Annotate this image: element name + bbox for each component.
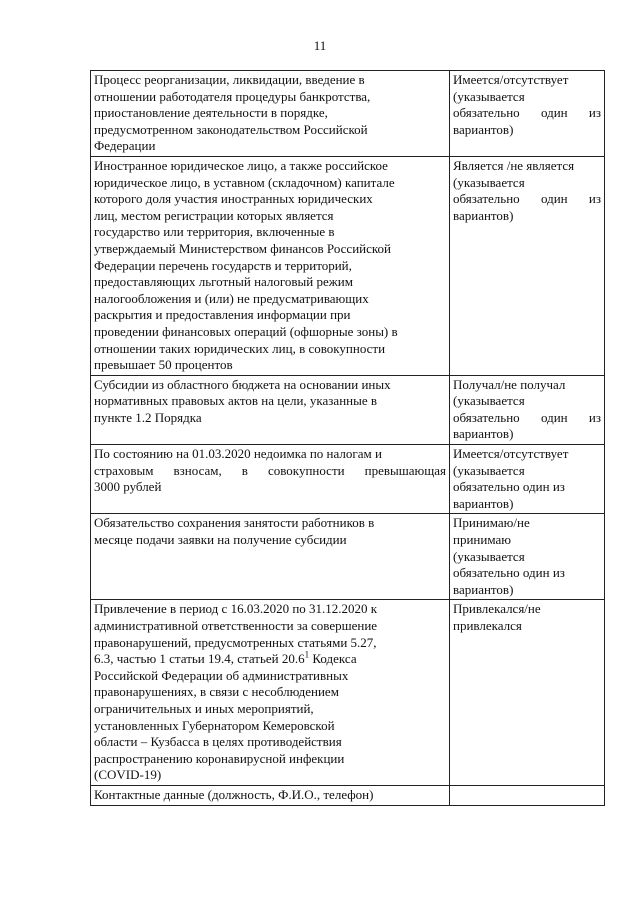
question-line: раскрытия и предоставления информации при [94, 307, 351, 323]
table-row [91, 445, 605, 514]
question-cell [91, 375, 450, 444]
answer-line: принимаю [453, 532, 511, 548]
footnote-marker: 1 [304, 649, 310, 660]
question-line: страховым взносам, в совокупности превышающая [94, 462, 446, 478]
answer-cell [450, 71, 605, 157]
question-line: По состоянию на 01.03.2020 недоимка по налогам и [94, 446, 382, 462]
answer-cell [450, 445, 605, 514]
question-line: предоставляющих льготный налоговый режим [94, 274, 353, 290]
table-row [91, 375, 605, 444]
answer-line: (указывается [453, 393, 525, 409]
question-line: Иностранное юридическое лицо, а также российское [94, 157, 388, 173]
question-line: отношении работодателя процедуры банкротства, [94, 88, 371, 104]
question-line: лиц, местом регистрации которых является [94, 207, 334, 223]
question-line: области – Кузбасса в целях противодействия [94, 734, 342, 750]
question-line: нормативных правовых актов на цели, указанные в [94, 393, 378, 409]
question-line: распространению коронавирусной инфекции [94, 750, 345, 766]
answer-line: (указывается [453, 174, 525, 190]
page-number: 11 [313, 38, 327, 53]
question-line: Федерации [94, 138, 156, 154]
question-line: ограничительных и иных мероприятий, [94, 700, 314, 716]
question-line: превышает 50 процентов [94, 357, 233, 373]
application-form-table [90, 70, 605, 806]
question-line: Контактные данные (должность, Ф.И.О., телефон) [94, 786, 374, 802]
question-line: установленных Губернатором Кемеровской [94, 717, 335, 733]
question-line: Субсидии из областного бюджета на основании иных [94, 376, 391, 392]
answer-line: Является /не является [453, 157, 575, 173]
question-line: (COVID-19) [94, 767, 162, 783]
answer-line: обязательно один из [453, 565, 565, 581]
table-row [91, 600, 605, 786]
question-line: отношении таких юридических лиц, в совокупности [94, 340, 386, 356]
code-reference: Кодекса [309, 651, 357, 667]
answer-line: привлекался [453, 618, 522, 633]
answer-line: вариантов) [453, 495, 514, 511]
question-line: юридическое лицо, в уставном (складочном) капитале [94, 174, 395, 190]
answer-cell [450, 600, 605, 786]
table-row [91, 514, 605, 600]
question-line: Российской Федерации об административных [94, 667, 349, 683]
table-row [91, 71, 605, 157]
answer-cell [450, 156, 605, 375]
question-cell [91, 156, 450, 375]
answer-line: обязательно один из [453, 409, 601, 425]
answer-line: (указывается [453, 88, 525, 104]
answer-cell-empty[interactable] [450, 785, 605, 805]
question-cell [91, 600, 450, 786]
answer-line: вариантов) [453, 426, 514, 442]
answer-line: обязательно один из [453, 191, 601, 207]
article-reference: 6.3, частью 1 статьи 19.4, статьей 20.6 [94, 651, 305, 667]
question-cell [91, 71, 450, 157]
empty-answer-space [453, 787, 601, 803]
question-line: правонарушений, предусмотренных статьями 5.27, [94, 634, 377, 650]
question-line: утверждаемый Министерством финансов Российской [94, 240, 391, 256]
answer-line: Имеется/отсутствует [453, 72, 569, 87]
answer-line: Имеется/отсутствует [453, 446, 569, 462]
answer-line: вариантов) [453, 581, 514, 597]
answer-line: вариантов) [453, 207, 514, 223]
answer-line: Принимаю/не [453, 515, 530, 531]
question-line: проведении финансовых операций (офшорные зоны) в [94, 323, 398, 339]
answer-line: Привлекался/не [453, 601, 541, 617]
question-line: Процесс реорганизации, ликвидации, введение в [94, 72, 365, 87]
question-line: правонарушениях, в связи с несоблюдением [94, 684, 339, 700]
question-line: предусмотренном законодательством Российской [94, 121, 368, 137]
question-line: Федерации перечень государств и территорий, [94, 257, 352, 273]
question-cell [91, 514, 450, 600]
question-line: 3000 рублей [94, 479, 162, 495]
answer-line: (указывается [453, 462, 525, 478]
question-line: которого доля участия иностранных юридических [94, 191, 373, 207]
question-line: административной ответственности за совершение [94, 618, 378, 633]
question-line: пункте 1.2 Порядка [94, 409, 202, 425]
question-cell [91, 785, 450, 805]
question-line: приостановление деятельности в порядке, [94, 105, 328, 121]
answer-line: вариантов) [453, 121, 514, 137]
question-cell [91, 445, 450, 514]
question-line: месяце подачи заявки на получение субсидии [94, 532, 347, 548]
answer-cell [450, 514, 605, 600]
question-line: государство или территория, включенные в [94, 224, 335, 240]
question-line [94, 651, 446, 668]
question-line: налогообложения и (или) не предусматривающих [94, 290, 369, 306]
answer-line: Получал/не получал [453, 376, 566, 392]
answer-line: обязательно один из [453, 105, 601, 121]
question-line: Обязательство сохранения занятости работников в [94, 515, 375, 531]
answer-cell [450, 375, 605, 444]
table-row [91, 785, 605, 805]
table-row [91, 156, 605, 375]
answer-line: (указывается [453, 548, 525, 564]
answer-line: обязательно один из [453, 479, 565, 495]
question-line: Привлечение в период с 16.03.2020 по 31.12.2020 к [94, 601, 378, 617]
